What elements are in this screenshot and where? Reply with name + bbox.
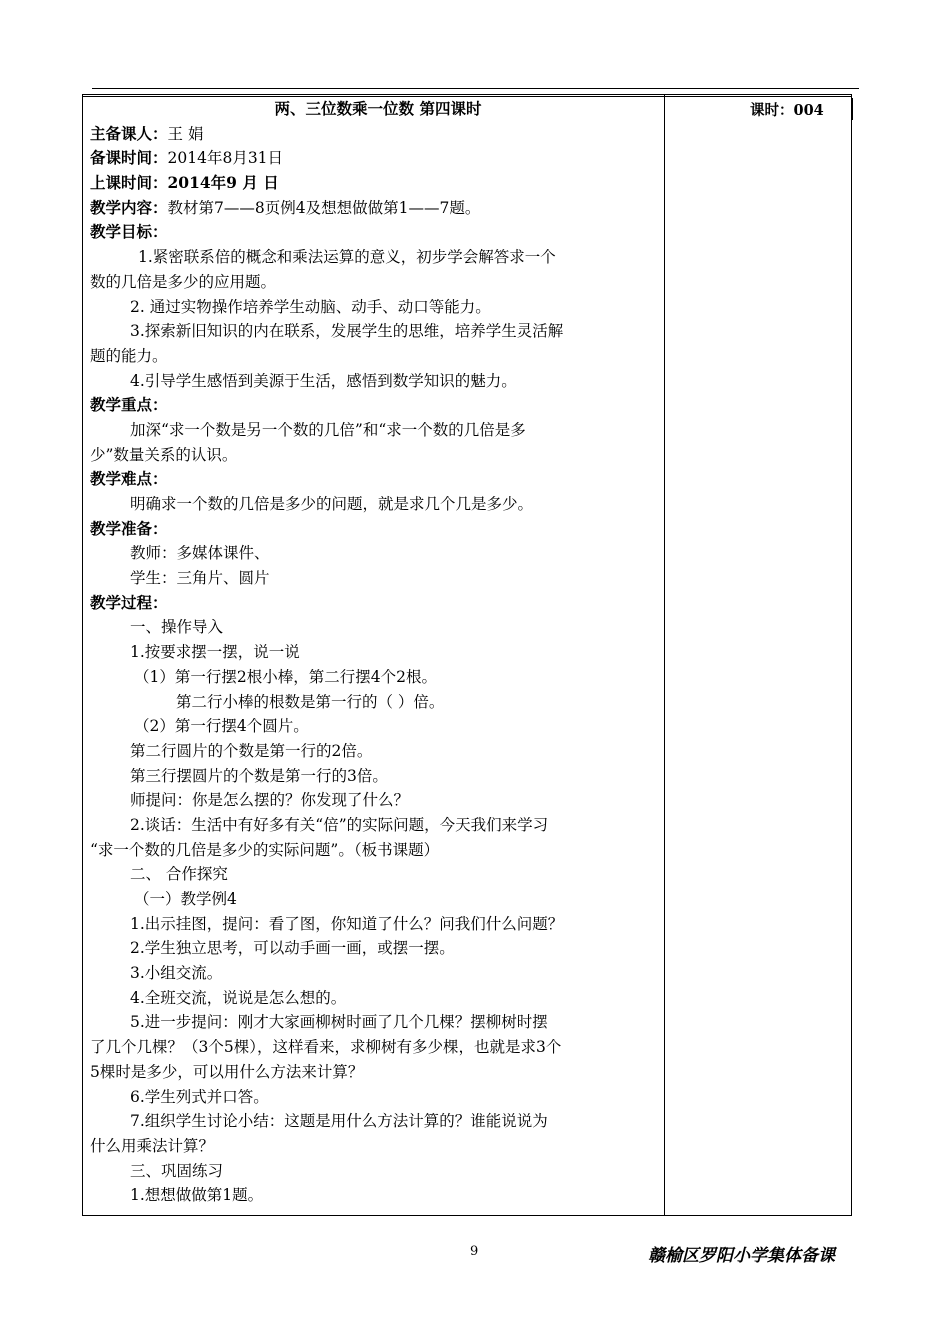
- process-line: （1）第一行摆2根小棒，第二行摆4个2根。: [134, 667, 437, 686]
- content-row: [90, 196, 660, 221]
- key-point-line: 少”数量关系的认识。: [90, 445, 238, 464]
- process-line: （2）第一行摆4个圆片。: [134, 717, 309, 736]
- key-point-line: 加深“求一个数是另一个数的几倍”和“求一个数的几倍是多: [130, 420, 526, 439]
- process-line: 一、操作导入: [130, 618, 224, 637]
- header-rule: [92, 88, 859, 89]
- process-line: 1.按要求摆一摆，说一说: [130, 643, 300, 662]
- prep-time-row: [90, 146, 660, 171]
- process-line: 6.学生列式并口答。: [130, 1087, 269, 1106]
- difficulties-heading: 教学难点：: [90, 469, 168, 489]
- table-column-divider: [664, 94, 665, 1216]
- lesson-plan-body: [90, 97, 660, 1208]
- process-line: 3.小组交流。: [130, 964, 223, 983]
- process-line: 2.谈话：生活中有好多有关“倍”的实际问题，今天我们来学习: [130, 815, 549, 834]
- goal-line: 4.引导学生感悟到美源于生活，感悟到数学知识的魅力。: [130, 371, 517, 390]
- process-line: 4.全班交流，说说是怎么想的。: [130, 988, 347, 1007]
- preparation-line: 教师：多媒体课件、: [130, 544, 270, 563]
- content-label: 教学内容：: [90, 197, 168, 217]
- process-line: 第二行圆片的个数是第一行的2倍。: [130, 741, 373, 760]
- preparer-value: 王 娟: [167, 124, 204, 143]
- process-line: 5.进一步提问：刚才大家画柳树时画了几个几棵？摆柳树时摆: [130, 1013, 548, 1032]
- table-right-tick: [852, 98, 853, 120]
- class-time-row: [90, 171, 660, 196]
- process-line: 1.出示挂图，提问：看了图，你知道了什么？问我们什么问题？: [130, 914, 564, 933]
- preparation-heading: 教学准备：: [90, 518, 168, 538]
- lesson-title: 两、三位数乘一位数 第四课时: [274, 99, 482, 118]
- process-line: 第二行小棒的根数是第一行的（ ）倍。: [176, 692, 445, 711]
- process-line: 7.组织学生讨论小结：这题是用什么方法计算的？谁能说说为: [130, 1112, 548, 1131]
- process-line: 第三行摆圆片的个数是第一行的3倍。: [130, 766, 388, 785]
- process-line: 师提问：你是怎么摆的？你发现了什么？: [130, 791, 410, 810]
- page-number: 9: [470, 1244, 479, 1259]
- goal-line: 数的几倍是多少的应用题。: [90, 272, 277, 291]
- goal-line: 2. 通过实物操作培养学生动脑、动手、动口等能力。: [130, 297, 491, 316]
- process-line: （一）教学例4: [134, 890, 237, 908]
- goal-line: 题的能力。: [90, 346, 168, 365]
- goal-line: 3.探索新旧知识的内在联系，发展学生的思维，培养学生灵活解: [130, 322, 564, 341]
- process-line: 什么用乘法计算？: [90, 1136, 215, 1155]
- period-label: 课时：004: [750, 102, 824, 119]
- school-footer: 赣榆区罗阳小学集体备课: [648, 1246, 835, 1266]
- difficulty-line: 明确求一个数的几倍是多少的问题，就是求几个几是多少。: [130, 495, 534, 513]
- process-line: 2.学生独立思考，可以动手画一画，或摆一摆。: [130, 939, 455, 958]
- process-line: 1.想想做做第1题。: [130, 1186, 264, 1205]
- process-line: 了几个几棵？（3个5棵），这样看来，求柳树有多少棵，也就是求3个: [90, 1038, 562, 1057]
- process-line: 5棵时是多少，可以用什么方法来计算？: [90, 1062, 364, 1081]
- prep-time-label: 备课时间：: [90, 148, 168, 168]
- key-points-heading: 教学重点：: [90, 395, 168, 415]
- preparation-line: 学生：三角片、圆片: [130, 569, 270, 588]
- process-line: “求一个数的几倍是多少的实际问题”。（板书课题）: [90, 840, 440, 859]
- preparer-row: [90, 122, 660, 147]
- preparer-label: 主备课人：: [90, 123, 168, 143]
- class-time-value: 2014年9 月 日: [167, 173, 279, 193]
- process-line: 二、 合作探究: [130, 865, 228, 884]
- class-time-label: 上课时间：: [90, 173, 168, 193]
- content-value: 教材第7——8页例4及想想做做第1——7题。: [167, 198, 481, 217]
- goal-line: 1.紧密联系倍的概念和乘法运算的意义，初步学会解答求一个: [138, 248, 556, 267]
- prep-time-value: 2014年8月31日: [167, 149, 284, 168]
- process-line: 三、巩固练习: [130, 1161, 224, 1180]
- process-heading: 教学过程：: [90, 592, 168, 612]
- goals-heading: 教学目标：: [90, 222, 168, 242]
